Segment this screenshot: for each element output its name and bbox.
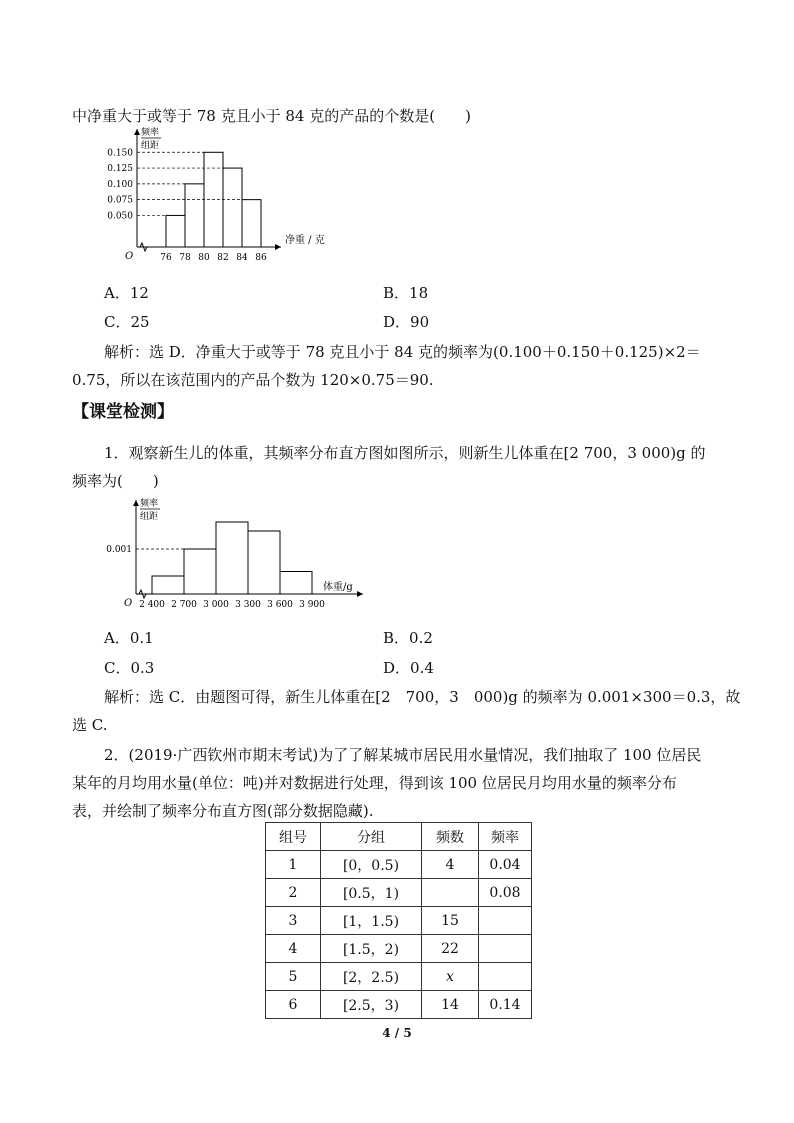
table-cell [479,907,532,935]
x-tick-label: 86 [255,253,267,263]
histogram-bar [152,576,184,594]
table-cell: 0.14 [479,991,532,1019]
option-a: A．0.1 [104,629,154,647]
table-cell: [2.5，3) [321,991,422,1019]
x-tick-label: 84 [236,253,248,263]
histogram-bar [248,531,280,594]
x-tick-label: 78 [179,253,191,263]
histogram-bar [216,522,248,594]
table-row [266,935,532,963]
table-cell: x [422,963,479,991]
option-b: B．18 [383,284,429,302]
x-axis-label: 净重 / 克 [285,235,325,246]
table-row [266,907,532,935]
histogram-weight [95,125,335,270]
question-stem: 某年的月均用水量(单位：吨)并对数据进行处理，得到该 100 位居民月均用水量的频率分布 [72,774,677,792]
table-cell [479,935,532,963]
table-cell: [2，2.5) [321,963,422,991]
y-tick-label: 0.001 [106,545,132,555]
x-axis-arrow [357,591,363,597]
x-tick-label: 2 400 [139,600,165,610]
option-c: C．25 [104,313,150,331]
y-axis-label: 组距 [141,141,160,151]
x-tick-label: 76 [160,253,172,263]
option-d: D．0.4 [383,659,434,677]
histogram-bar [184,549,216,594]
table-cell: 2 [266,879,321,907]
x-tick-label: 3 600 [267,600,293,610]
table-cell: 1 [266,851,321,879]
solution-line: 选 C. [72,716,108,734]
table-header: 组号 [266,823,321,851]
table-cell: 4 [422,851,479,879]
table-cell [479,963,532,991]
question-stem: 1．观察新生儿的体重，其频率分布直方图如图所示，则新生儿体重在[2 700，3 000)g 的 [104,444,706,462]
table-row [266,879,532,907]
histogram-bar [185,184,204,247]
x-tick-label: 3 900 [299,600,325,610]
frequency-table [265,822,532,1019]
x-tick-label: 2 700 [171,600,197,610]
table-cell: [1，1.5) [321,907,422,935]
histogram-bar [166,215,185,247]
y-axis-label: 频率 [140,499,159,509]
page-number: 4 / 5 [382,1026,412,1040]
option-a: A．12 [104,284,149,302]
table-cell [422,879,479,907]
y-tick-label: 0.125 [107,164,133,175]
x-tick-label: 82 [217,253,229,263]
table-cell: 6 [266,991,321,1019]
histogram-bar [242,200,261,247]
section-title: 【课堂检测】 [72,402,174,422]
solution-line: 解析：选 C．由题图可得，新生儿体重在[2 700，3 000)g 的频率为 0.001×300＝0.3，故 [104,688,741,706]
table-cell: 14 [422,991,479,1019]
question-stem: 中净重大于或等于 78 克且小于 84 克的产品的个数是( ) [72,107,471,125]
table-header-row [266,823,532,851]
table-row [266,991,532,1019]
solution-line: 0.75，所以在该范围内的产品个数为 120×0.75＝90. [72,371,434,389]
question-stem: 2．(2019·广西钦州市期末考试)为了了解某城市居民用水量情况，我们抽取了 100 位居民 [104,746,702,764]
x-tick-label: 3 300 [235,600,261,610]
origin-label: O [125,251,134,262]
table-row [266,851,532,879]
y-axis-label: 组距 [140,512,159,522]
histogram-birthweight [106,498,375,616]
y-axis-label: 频率 [141,128,160,138]
table-cell: 22 [422,935,479,963]
question-stem: 表，并绘制了频率分布直方图(部分数据隐藏). [72,802,374,820]
y-tick-label: 0.050 [107,211,133,222]
table-row [266,963,532,991]
y-axis-arrow [134,129,140,135]
table-header: 分组 [321,823,422,851]
y-tick-label: 0.075 [107,195,133,206]
table-cell: 3 [266,907,321,935]
option-c: C．0.3 [104,659,155,677]
option-d: D．90 [383,313,430,331]
table-header: 频率 [479,823,532,851]
question-stem: 频率为( ) [72,472,159,490]
x-axis-arrow [275,244,281,250]
table-cell: 15 [422,907,479,935]
solution-line: 解析：选 D．净重大于或等于 78 克且小于 84 克的频率为(0.100＋0.150＋0.125)×2＝ [104,343,701,361]
table-cell: [1.5，2) [321,935,422,963]
y-tick-label: 0.100 [107,179,133,190]
table-cell: [0.5，1) [321,879,422,907]
option-b: B．0.2 [383,629,433,647]
table-cell: 0.04 [479,851,532,879]
table-cell: 0.08 [479,879,532,907]
x-tick-label: 80 [198,253,210,263]
table-cell: [0，0.5) [321,851,422,879]
histogram-bar [280,572,312,595]
origin-label: O [124,598,133,609]
y-axis-arrow [133,500,139,506]
table-cell: 4 [266,935,321,963]
x-axis-label: 体重/g [323,582,353,593]
x-tick-label: 3 000 [203,600,229,610]
table-header: 频数 [422,823,479,851]
histogram-bar [223,168,242,247]
y-tick-label: 0.150 [107,148,133,159]
table-cell: 5 [266,963,321,991]
